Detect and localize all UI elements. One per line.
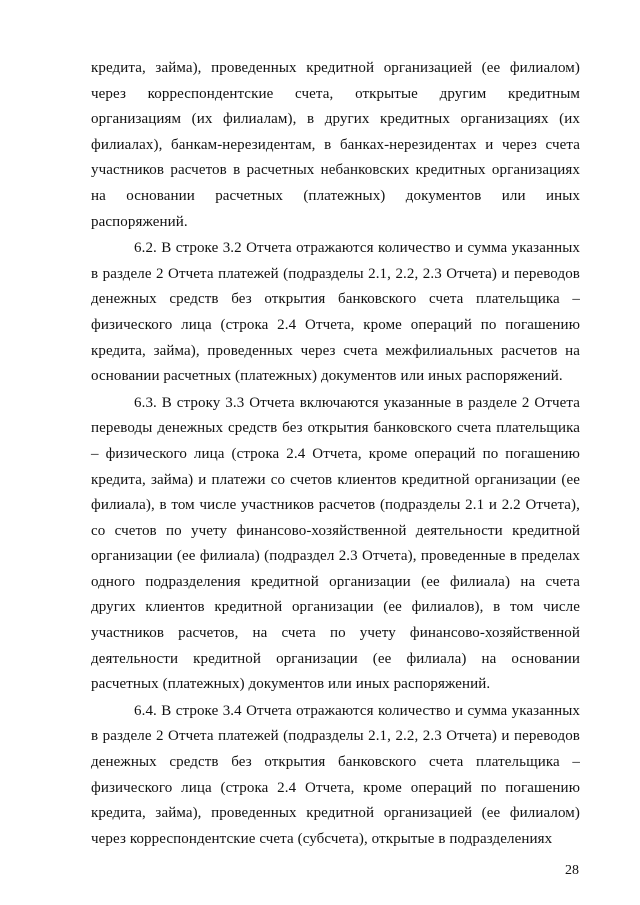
paragraph-6-2: 6.2. В строке 3.2 Отчета отражаются количество и сумма указанных в разделе 2 Отчета платежей (подразделы 2.1, 2.2, 2.3 Отчета) и переводов денежных средств без открытия банковского счета плательщика – физического лица (строка 2.4 Отчета, кроме операций по погашению кредита, займа), проведенных через счета межфилиальных расчетов на основании расчетных (платежных) документов или иных распоряжений. <box>91 240 580 385</box>
paragraph-6-3: 6.3. В строку 3.3 Отчета включаются указанные в разделе 2 Отчета переводы денежных средств без открытия банковского счета плательщика – физического лица (строка 2.4 Отчета, кроме операций по погашению кредита, займа) и платежи со счетов клиентов кредитной организации (ее филиала), в том числе участников расчетов (подразделы 2.1 и 2.2 Отчета), со счетов по учету финансово-хозяйственной деятельности кредитной организации (ее филиала) (подраздел 2.3 Отчета), проведенные в пределах одного подразделения кредитной организации (ее филиала) на счета других клиентов кредитной организации (ее филиалов), в том числе участников расчетов, на счета по учету финансово-хозяйственной деятельности кредитной организации (ее филиала) на основании расчетных (платежных) документов или иных распоряжений. <box>91 394 580 693</box>
paragraph-6-4: 6.4. В строке 3.4 Отчета отражаются количество и сумма указанных в разделе 2 Отчета платежей (подразделы 2.1, 2.2, 2.3 Отчета) и переводов денежных средств без открытия банковского счета плательщика – физического лица (строка 2.4 Отчета, кроме операций по погашению кредита, займа), проведенных кредитной организацией (ее филиалом) через корреспондентские счета (субсчета), открытые в подразделениях <box>91 702 580 847</box>
body-text <box>91 56 580 852</box>
page-number: 28 <box>565 863 579 878</box>
paragraph-continuation: кредита, займа), проведенных кредитной организацией (ее филиалом) через корреспондентские счета, открытые другим кредитным организациям (их филиалам), в других кредитных организациях (их филиалах), банкам-нерезидентам, в банках-нерезидентах и через счета участников расчетов в расчетных небанковских кредитных организациях на основании расчетных (платежных) документов или иных распоряжений. <box>91 60 580 230</box>
